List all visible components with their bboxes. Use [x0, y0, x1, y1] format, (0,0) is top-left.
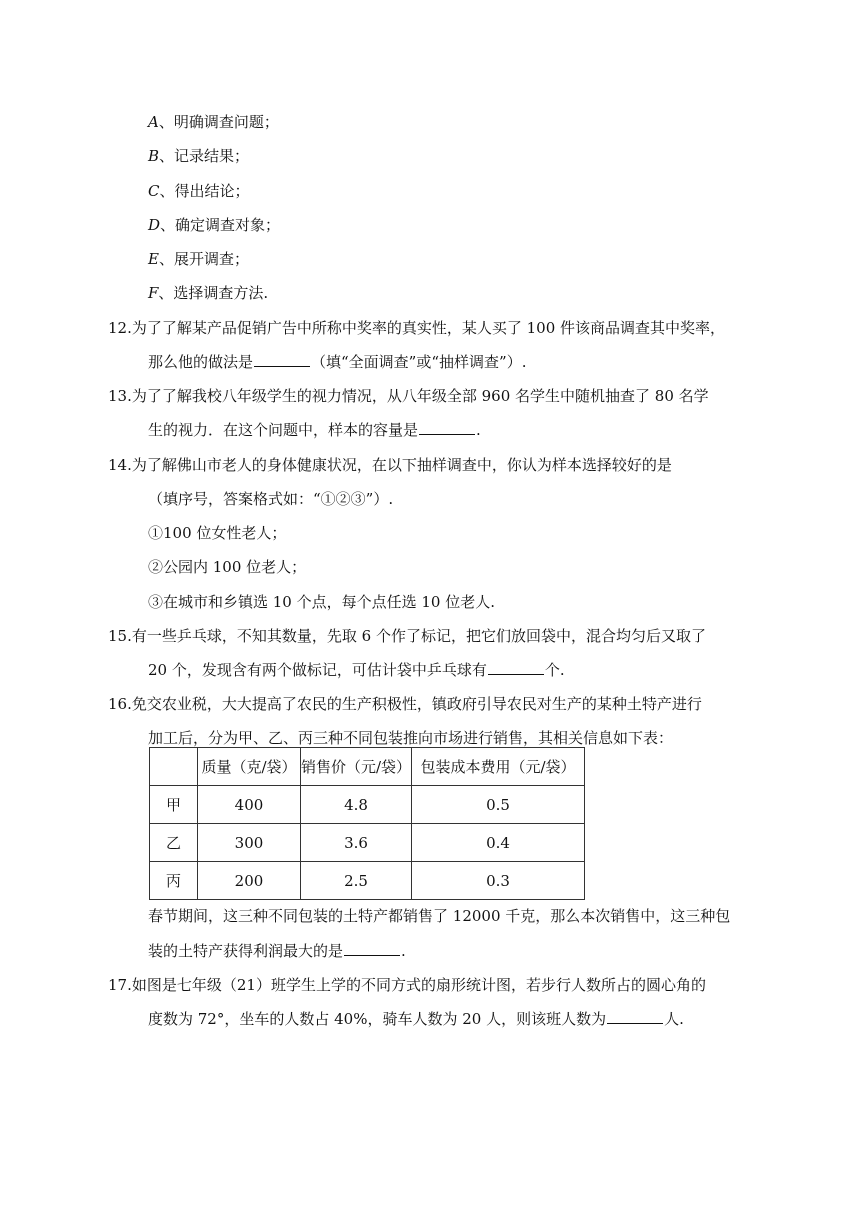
option-text: 、记录结果； [159, 147, 250, 165]
option-d [148, 215, 280, 235]
question-text: 有一些乒乓球，不知其数量，先取 6 个作了标记，把它们放回袋中，混合均匀后又取了 [131, 627, 706, 645]
table-cell: 0.4 [412, 824, 585, 862]
question-13 [108, 386, 709, 406]
question-text: 为了了解我校八年级学生的视力情况，从八年级全部 960 名学生中随机抽查了 80 名学 [131, 387, 709, 405]
table-header-cell: 销售价（元/袋） [301, 748, 412, 786]
question-17 [108, 975, 706, 995]
question-14 [108, 455, 672, 475]
question-text: 那么他的做法是 [148, 353, 254, 371]
table-cell: 乙 [150, 824, 198, 862]
option-letter: F [148, 284, 159, 302]
question-text: 个. [544, 661, 565, 679]
question-12 [108, 318, 725, 338]
option-letter: E [148, 250, 159, 268]
question-text: （填“全面调查”或“抽样调查”）. [311, 353, 527, 371]
question-17-line2 [148, 1009, 684, 1029]
product-info-table [149, 747, 585, 900]
option-b [148, 146, 249, 166]
question-16-line2: 加工后，分为甲、乙、丙三种不同包装推向市场进行销售，其相关信息如下表： [148, 729, 674, 747]
question-text: 人. [664, 1010, 684, 1028]
question-text: . [476, 421, 481, 439]
question-text: 免交农业税，大大提高了农民的生产积极性，镇政府引导农民对生产的某种土特产进行 [131, 695, 702, 713]
table-row [150, 862, 585, 900]
question-text: 20 个，发现含有两个做标记，可估计袋中乒乓球有 [148, 661, 487, 679]
question-12-line2 [148, 352, 526, 372]
table-header-cell: 包装成本费用（元/袋） [412, 748, 585, 786]
option-c [148, 181, 250, 201]
question-15 [108, 626, 706, 646]
option-e [148, 249, 249, 269]
question-14-item-1: ①100 位女性老人； [148, 524, 287, 542]
table-header-cell [150, 748, 198, 786]
question-16-after1: 春节期间，这三种不同包装的土特产都销售了 12000 千克，那么本次销售中，这三种包 [148, 907, 731, 925]
answer-blank[interactable] [488, 660, 544, 675]
option-a [148, 112, 279, 132]
option-letter: A [148, 113, 159, 131]
question-15-line2 [148, 660, 565, 680]
question-text: 装的土特产获得利润最大的是 [148, 942, 344, 960]
answer-blank[interactable] [419, 420, 475, 435]
question-number: 16. [108, 695, 132, 713]
table-cell: 400 [198, 786, 301, 824]
option-text: 、确定调查对象； [160, 216, 281, 234]
question-number: 12. [108, 319, 132, 337]
table-header-row [150, 748, 585, 786]
question-14-item-2: ②公园内 100 位老人； [148, 558, 307, 576]
question-number: 15. [108, 627, 132, 645]
option-text: 、明确调查问题； [158, 113, 279, 131]
table-cell: 300 [198, 824, 301, 862]
table-header-cell: 质量（克/袋） [198, 748, 301, 786]
table-cell: 200 [198, 862, 301, 900]
option-text: 、展开调查； [158, 250, 249, 268]
question-number: 14. [108, 456, 132, 474]
question-14-line2: （填序号，答案格式如：“①②③”）. [148, 490, 394, 508]
table-row [150, 786, 585, 824]
question-text: 为了解佛山市老人的身体健康状况，在以下抽样调查中，你认为样本选择较好的是 [131, 456, 672, 474]
question-text: 如图是七年级（21）班学生上学的不同方式的扇形统计图，若步行人数所占的圆心角的 [131, 976, 706, 994]
table-cell: 4.8 [301, 786, 412, 824]
option-letter: D [148, 216, 161, 234]
question-14-item-3: ③在城市和乡镇选 10 个点，每个点任选 10 位老人. [148, 593, 496, 611]
option-letter: C [148, 182, 160, 200]
question-number: 13. [108, 387, 132, 405]
table-cell: 3.6 [301, 824, 412, 862]
question-text: . [401, 942, 406, 960]
table-cell: 0.3 [412, 862, 585, 900]
option-text: 、选择调查方法. [158, 284, 269, 302]
question-text: 为了了解某产品促销广告中所称中奖率的真实性，某人买了 100 件该商品调查其中奖率， [131, 319, 726, 337]
table-cell: 甲 [150, 786, 198, 824]
table-cell: 丙 [150, 862, 198, 900]
table-cell: 0.5 [412, 786, 585, 824]
option-letter: B [148, 147, 160, 165]
table-row [150, 824, 585, 862]
question-13-line2 [148, 420, 481, 440]
answer-blank[interactable] [254, 352, 310, 367]
table-cell: 2.5 [301, 862, 412, 900]
option-f [148, 283, 268, 303]
answer-blank[interactable] [344, 941, 400, 956]
question-16 [108, 694, 702, 714]
option-text: 、得出结论； [159, 182, 250, 200]
answer-blank[interactable] [607, 1009, 663, 1024]
question-16-after2 [148, 941, 406, 961]
question-text: 度数为 72°，坐车的人数占 40%，骑车人数为 20 人，则该班人数为 [148, 1010, 607, 1028]
question-number: 17. [108, 976, 132, 994]
question-text: 生的视力．在这个问题中，样本的容量是 [148, 421, 419, 439]
